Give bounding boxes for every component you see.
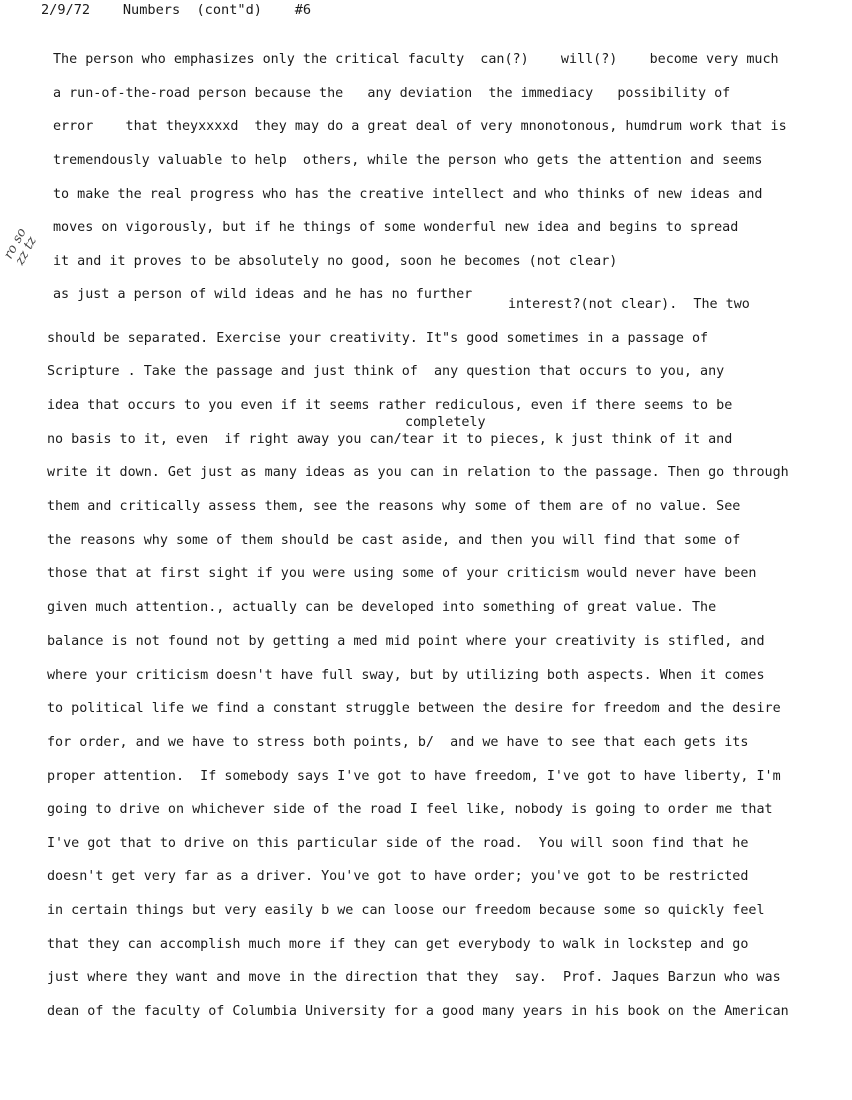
text-line: where your criticism doesn't have full sway, but by utilizing both aspects. When it comes (47, 668, 765, 683)
text-line: The person who emphasizes only the critical faculty can(?) will(?) become very much (53, 52, 779, 67)
text-line: interest?(not clear). The two (508, 297, 750, 312)
text-line: in certain things but very easily b we can loose our freedom because some so quickly feel (47, 903, 765, 918)
text-line: just where they want and move in the direction that they say. Prof. Jaques Barzun who was (47, 970, 781, 985)
text-line: no basis to it, even if right away you can/tear it to pieces, k just think of it and (47, 432, 733, 447)
text-line: moves on vigorously, but if he things of some wonderful new idea and begins to spread (53, 220, 739, 235)
text-line: given much attention., actually can be developed into something of great value. The (47, 600, 717, 615)
text-line: tremendously valuable to help others, while the person who gets the attention and seems (53, 153, 763, 168)
text-line: the reasons why some of them should be cast aside, and then you will find that some of (47, 533, 741, 548)
text-line: them and critically assess them, see the reasons why some of them are of no value. See (47, 499, 741, 514)
text-line: that they can accomplish much more if they can get everybody to walk in lockstep and go (47, 937, 749, 952)
text-line: it and it proves to be absolutely no good, soon he becomes (not clear) (53, 254, 618, 269)
text-line: as just a person of wild ideas and he has no further (53, 287, 473, 302)
text-line: should be separated. Exercise your creativity. It"s good sometimes in a passage of (47, 331, 709, 346)
text-line: those that at first sight if you were using some of your criticism would never have been (47, 566, 757, 581)
text-line: error that theyxxxxd they may do a great deal of very mnonotonous, humdrum work that is (53, 119, 787, 134)
text-line: I've got that to drive on this particular side of the road. You will soon find that he (47, 836, 749, 851)
text-line: Scripture . Take the passage and just think of any question that occurs to you, any (47, 364, 725, 379)
text-line: write it down. Get just as many ideas as you can in relation to the passage. Then go through (47, 465, 789, 480)
page-header: 2/9/72 Numbers (cont"d) #6 (41, 2, 312, 18)
text-line: for order, and we have to stress both points, b/ and we have to see that each gets its (47, 735, 749, 750)
text-line: to political life we find a constant struggle between the desire for freedom and the desire (47, 701, 781, 716)
text-line: to make the real progress who has the creative intellect and who thinks of new ideas and (53, 187, 763, 202)
text-line: proper attention. If somebody says I've got to have freedom, I've got to have liberty, I'm (47, 769, 781, 784)
text-line: idea that occurs to you even if it seems rather rediculous, even if there seems to be (47, 398, 733, 413)
handwritten-margin-note: ro so zz tz (1, 225, 40, 268)
text-line: a run-of-the-road person because the any deviation the immediacy possibility of (53, 86, 731, 101)
text-line: completely (405, 415, 486, 430)
text-line: going to drive on whichever side of the road I feel like, nobody is going to order me that (47, 802, 773, 817)
text-line: doesn't get very far as a driver. You've got to have order; you've got to be restricted (47, 869, 749, 884)
text-line: dean of the faculty of Columbia University for a good many years in his book on the American (47, 1004, 789, 1019)
text-line: balance is not found not by getting a med mid point where your creativity is stifled, and (47, 634, 765, 649)
